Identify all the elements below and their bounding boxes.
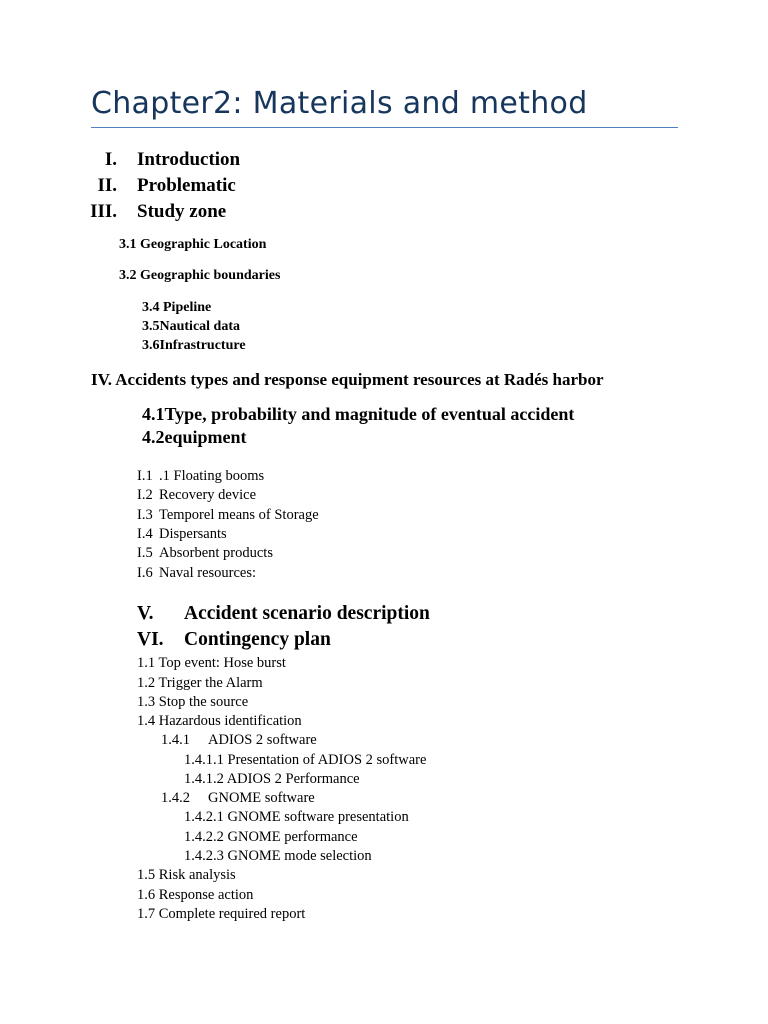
plan-item: 1.4 Hazardous identification — [137, 713, 302, 729]
plan-item: 1.7 Complete required report — [137, 906, 306, 922]
equipment-item: I.4 Dispersants — [137, 526, 227, 542]
subsection-item: 3.4 Pipeline — [142, 300, 212, 315]
section-number: II. — [97, 175, 117, 196]
plan-item: 1.4.2.1 GNOME software presentation — [184, 809, 409, 825]
plan-item: 1.6 Response action — [137, 887, 254, 903]
title-underline — [91, 127, 678, 128]
equipment-item: I.6 Naval resources: — [137, 565, 257, 581]
section-number: I. — [104, 149, 117, 170]
subsection-item: 3.5Nautical data — [142, 319, 240, 334]
section-number: V. — [137, 603, 154, 624]
equipment-item: I.1 .1 Floating booms — [137, 468, 265, 484]
plan-item: 1.2 Trigger the Alarm — [137, 675, 263, 691]
plan-item: 1.4.1.2 ADIOS 2 Performance — [184, 771, 360, 787]
plan-item: 1.3 Stop the source — [137, 694, 249, 710]
section-contingency-plan — [137, 629, 331, 651]
section-accidents: IV. Accidents types and response equipment resources at Radés harbor — [91, 370, 604, 389]
equipment-item: I.3 Temporel means of Storage — [137, 507, 319, 523]
equipment-item: I.2 Recovery device — [137, 487, 257, 503]
page-title: Chapter2: Materials and method — [91, 86, 588, 121]
subsection-item: 3.1 Geographic Location — [119, 237, 267, 252]
section-number: VI. — [137, 629, 164, 650]
equipment-item: I.5 Absorbent products — [137, 545, 273, 561]
section-study-zone — [80, 201, 226, 223]
section-label: Study zone — [137, 201, 227, 222]
plan-item: 1.4.1.1 Presentation of ADIOS 2 software — [184, 752, 427, 768]
section-introduction — [80, 149, 240, 171]
plan-item: 1.4.1 ADIOS 2 software — [161, 732, 317, 748]
section-label: Accident scenario description — [184, 603, 430, 624]
section-number: III. — [90, 201, 117, 222]
plan-item: 1.4.2.2 GNOME performance — [184, 829, 358, 845]
section-accident-scenario — [137, 603, 430, 625]
section-label: Problematic — [137, 175, 236, 196]
plan-item: 1.5 Risk analysis — [137, 867, 236, 883]
subsection-item: 3.6Infrastructure — [142, 338, 246, 353]
section-label: Contingency plan — [184, 629, 331, 650]
plan-item: 1.4.2.3 GNOME mode selection — [184, 848, 372, 864]
section-label: Introduction — [137, 149, 241, 170]
section-problematic — [80, 175, 236, 197]
plan-item: 1.1 Top event: Hose burst — [137, 655, 286, 671]
plan-item: 1.4.2 GNOME software — [161, 790, 315, 806]
subsection-item: 3.2 Geographic boundaries — [119, 268, 281, 283]
subsection-item: 4.2equipment — [142, 427, 247, 447]
subsection-item: 4.1Type, probability and magnitude of eventual accident — [142, 404, 575, 424]
